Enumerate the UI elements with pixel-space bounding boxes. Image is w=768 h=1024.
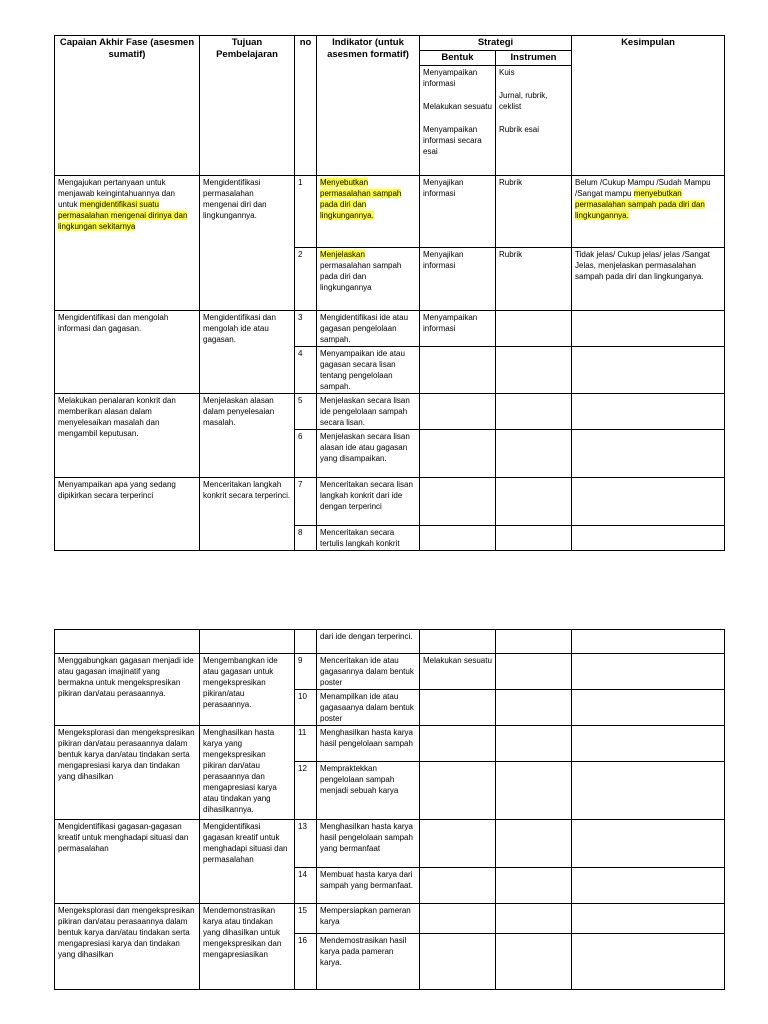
- assessment-table-page-1: [54, 35, 725, 551]
- bentuk-cell: Menyajikan informasi: [420, 176, 496, 248]
- capaian-cell: Mengidentifikasi gagasan-gagasan kreatif untuk menghadapi situasi dan permasalahan: [55, 820, 200, 904]
- tujuan-cell: Menghasilkan hasta karya yang mengekspresikan pikiran dan/atau perasaannya dan mengapresiasi karya atau tindakan yang dihasilkannya.: [200, 726, 295, 820]
- kesimpulan-cell: [572, 526, 725, 551]
- capaian-cell: Mengeksplorasi dan mengekspresikan pikiran dan/atau perasaannya dalam bentuk karya dan/atau tindakan serta mengapresiasi karya dan tindakan yang dihasilkan: [55, 904, 200, 990]
- header-instrumen: Instrumen: [496, 51, 572, 66]
- header-kesimpulan: Kesimpulan: [572, 36, 725, 176]
- bentuk-cell: Menyampaikan informasi: [420, 311, 496, 347]
- bentuk-notes: [420, 66, 496, 176]
- table-row: [55, 478, 725, 526]
- tujuan-cell: Mengembangkan ide atau gagasan untuk mengekspresikan pikiran/atau perasaannya.: [200, 654, 295, 726]
- indikator-cell: Menceritakan secara tertulis langkah konkrit: [317, 526, 420, 551]
- instrumen-cell: [496, 526, 572, 551]
- kesimpulan-cell: [572, 820, 725, 868]
- no-cell: 1: [295, 176, 317, 248]
- bentuk-cell: [420, 430, 496, 478]
- capaian-cell: Mengidentifikasi dan mengolah informasi dan gagasan.: [55, 311, 200, 394]
- indikator-cell: Menampilkan ide atau gagasaanya dalam bentuk poster: [317, 690, 420, 726]
- highlighted-text: menyebutkan permasalahan sampah pada diri dan lingkungannya.: [575, 189, 705, 220]
- kesimpulan-cell: [572, 630, 725, 654]
- kesimpulan-cell: [572, 904, 725, 934]
- header-capaian: Capaian Akhir Fase (asesmen sumatif): [55, 36, 200, 176]
- tujuan-cell: Mengidentifikasi gagasan kreatif untuk menghadapi situasi dan permasalahan: [200, 820, 295, 904]
- bentuk-cell: [420, 762, 496, 820]
- no-cell: 15: [295, 904, 317, 934]
- no-cell: 4: [295, 347, 317, 394]
- table-row: [55, 654, 725, 690]
- instrumen-cell: [496, 904, 572, 934]
- indikator-cell: Mempersiapkan pameran karya: [317, 904, 420, 934]
- header-no: no: [295, 36, 317, 176]
- bentuk-cell: [420, 726, 496, 762]
- instrumen-cell: [496, 820, 572, 868]
- highlighted-text: Menyebutkan permasalahan sampah pada diri dan lingkungannya.: [320, 178, 402, 220]
- indikator-cell: Mengidentifikasi ide atau gagasan pengelolaan sampah.: [317, 311, 420, 347]
- kesimpulan-cell: [572, 311, 725, 347]
- indikator-cell: Menceritakan ide atau gagasannya dalam bentuk poster: [317, 654, 420, 690]
- indikator-cell: Menceritakan secara lisan langkah konkrit dari ide dengan terperinci: [317, 478, 420, 526]
- capaian-cell: Melakukan penalaran konkrit dan memberikan alasan dalam menyelesaikan masalah dan mengambil keputusan.: [55, 394, 200, 478]
- bentuk-cell: [420, 347, 496, 394]
- bentuk-cell: [420, 478, 496, 526]
- header-indikator: Indikator (untuk asesmen formatif): [317, 36, 420, 176]
- table-row: [55, 394, 725, 430]
- no-cell: 11: [295, 726, 317, 762]
- bentuk-note: Menyampaikan informasi: [423, 68, 478, 88]
- capaian-cell: Mengeksplorasi dan mengekspresikan pikiran dan/atau perasaannya dalam bentuk karya dan/atau tindakan serta mengapresiasi karya dan tindakan yang dihasilkan: [55, 726, 200, 820]
- capaian-cell: Menyampaikan apa yang sedang dipikirkan secara terperinci: [55, 478, 200, 551]
- instrumen-cell: [496, 478, 572, 526]
- indikator-cell: Menghasilkan hasta karya hasil pengelolaan sampah: [317, 726, 420, 762]
- bentuk-cell: Menyajikan informasi: [420, 248, 496, 311]
- no-cell: 8: [295, 526, 317, 551]
- kesimpulan-cell: [572, 690, 725, 726]
- kesimpulan-cell: [572, 868, 725, 904]
- instrumen-cell: [496, 430, 572, 478]
- header-bentuk: Bentuk: [420, 51, 496, 66]
- no-cell: 13: [295, 820, 317, 868]
- table-row: [55, 311, 725, 347]
- instrumen-cell: Rubrik: [496, 176, 572, 248]
- indikator-cell: Membuat hasta karya dari sampah yang bermanfaat.: [317, 868, 420, 904]
- tujuan-cell: Menjelaskan alasan dalam penyelesaian masalah.: [200, 394, 295, 478]
- tujuan-cell: Mengidentifikasi permasalahan mengenai diri dan lingkungannya.: [200, 176, 295, 311]
- kesimpulan-cell: [572, 762, 725, 820]
- no-cell: 10: [295, 690, 317, 726]
- no-cell: 9: [295, 654, 317, 690]
- instrumen-note: Rubrik esai: [499, 125, 540, 134]
- table-row: [55, 904, 725, 934]
- no-cell: 14: [295, 868, 317, 904]
- highlighted-text: mengidentifikasi suatu permasalahan mengenai dirinya dan lingkungan sekitarnya: [58, 200, 188, 231]
- kesimpulan-cell: [572, 654, 725, 690]
- no-cell: 5: [295, 394, 317, 430]
- no-cell: 12: [295, 762, 317, 820]
- kesimpulan-cell: [572, 430, 725, 478]
- instrumen-cell: [496, 762, 572, 820]
- kesimpulan-cell: Belum /Cukup Mampu /Sudah Mampu /Sangat mampu menyebutkan permasalahan sampah pada diri dan lingkungannya.: [572, 176, 725, 248]
- tujuan-cell: [200, 630, 295, 654]
- kesimpulan-cell: [572, 478, 725, 526]
- bentuk-cell: [420, 820, 496, 868]
- indikator-cell: Menghasilkan hasta karya hasil pengelolaan sampah yang bermanfaat: [317, 820, 420, 868]
- instrumen-note: Kuis: [499, 68, 515, 77]
- indikator-cell: Menjelaskan permasalahan sampah pada diri dan lingkungannya: [317, 248, 420, 311]
- indikator-cell: Menjelaskan secara lisan alasan ide atau gagasan yang disampaikan.: [317, 430, 420, 478]
- instrumen-note: Jurnal, rubrik, ceklist: [499, 91, 548, 111]
- no-cell: [295, 630, 317, 654]
- indikator-cell: dari ide dengan terperinci.: [317, 630, 420, 654]
- bentuk-cell: [420, 868, 496, 904]
- bentuk-cell: [420, 904, 496, 934]
- indikator-cell: Mendemostrasikan hasil karya pada pameran karya.: [317, 934, 420, 990]
- instrumen-cell: [496, 726, 572, 762]
- table-row: [55, 630, 725, 654]
- bentuk-cell: [420, 630, 496, 654]
- instrumen-cell: [496, 690, 572, 726]
- kesimpulan-cell: [572, 347, 725, 394]
- no-cell: 3: [295, 311, 317, 347]
- no-cell: 16: [295, 934, 317, 990]
- capaian-cell: Mengajukan pertanyaan untuk menjawab keingintahuannya dan untuk mengidentifikasi suatu permasalahan mengenai dirinya dan lingkungan sekitarnya: [55, 176, 200, 311]
- table-row: [55, 726, 725, 762]
- indikator-cell: Mempraktekkan pengelolaan sampah menjadi sebuah karya: [317, 762, 420, 820]
- instrumen-cell: [496, 347, 572, 394]
- indikator-cell: Menjelaskan secara lisan ide pengelolaan sampah secara lisan.: [317, 394, 420, 430]
- highlighted-text: Menjelaskan: [320, 250, 365, 259]
- instrumen-cell: [496, 630, 572, 654]
- assessment-table-page-2: [54, 629, 725, 990]
- instrumen-cell: [496, 934, 572, 990]
- instrumen-cell: Rubrik: [496, 248, 572, 311]
- instrumen-notes: [496, 66, 572, 176]
- instrumen-cell: [496, 311, 572, 347]
- no-cell: 2: [295, 248, 317, 311]
- instrumen-cell: [496, 394, 572, 430]
- header-strategi: Strategi: [420, 36, 572, 51]
- table-row: [55, 176, 725, 248]
- header-tujuan: Tujuan Pembelajaran: [200, 36, 295, 176]
- no-cell: 7: [295, 478, 317, 526]
- tujuan-cell: Mengidentifikasi dan mengolah ide atau gagasan.: [200, 311, 295, 394]
- bentuk-note: Menyampaikan informasi secara esai: [423, 125, 482, 156]
- instrumen-cell: [496, 868, 572, 904]
- table-row: [55, 820, 725, 868]
- capaian-cell: [55, 630, 200, 654]
- bentuk-cell: [420, 526, 496, 551]
- no-cell: 6: [295, 430, 317, 478]
- tujuan-cell: Menceritakan langkah konkrit secara terperinci.: [200, 478, 295, 551]
- tujuan-cell: Mendemonstrasikan karya atau tindakan yang dihasilkan untuk mengekspresikan dan mengapresiasikan: [200, 904, 295, 990]
- bentuk-cell: [420, 394, 496, 430]
- kesimpulan-cell: [572, 394, 725, 430]
- indikator-cell: [317, 176, 420, 248]
- bentuk-cell: [420, 934, 496, 990]
- bentuk-note: Melakukan sesuatu: [423, 102, 492, 111]
- instrumen-cell: [496, 654, 572, 690]
- bentuk-cell: [420, 690, 496, 726]
- kesimpulan-cell: [572, 726, 725, 762]
- kesimpulan-cell: [572, 934, 725, 990]
- kesimpulan-cell: Tidak jelas/ Cukup jelas/ jelas /Sangat Jelas, menjelaskan permasalahan sampah pada diri dan lingkunganya.: [572, 248, 725, 311]
- indikator-cell: Menyampaikan ide atau gagasan secara lisan tentang pengelolaan sampah.: [317, 347, 420, 394]
- bentuk-cell: Melakukan sesuatu: [420, 654, 496, 690]
- capaian-cell: Menggabungkan gagasan menjadi ide atau gagasan imajinatif yang bermakna untuk mengekspresikan pikiran dan/atau perasaannya.: [55, 654, 200, 726]
